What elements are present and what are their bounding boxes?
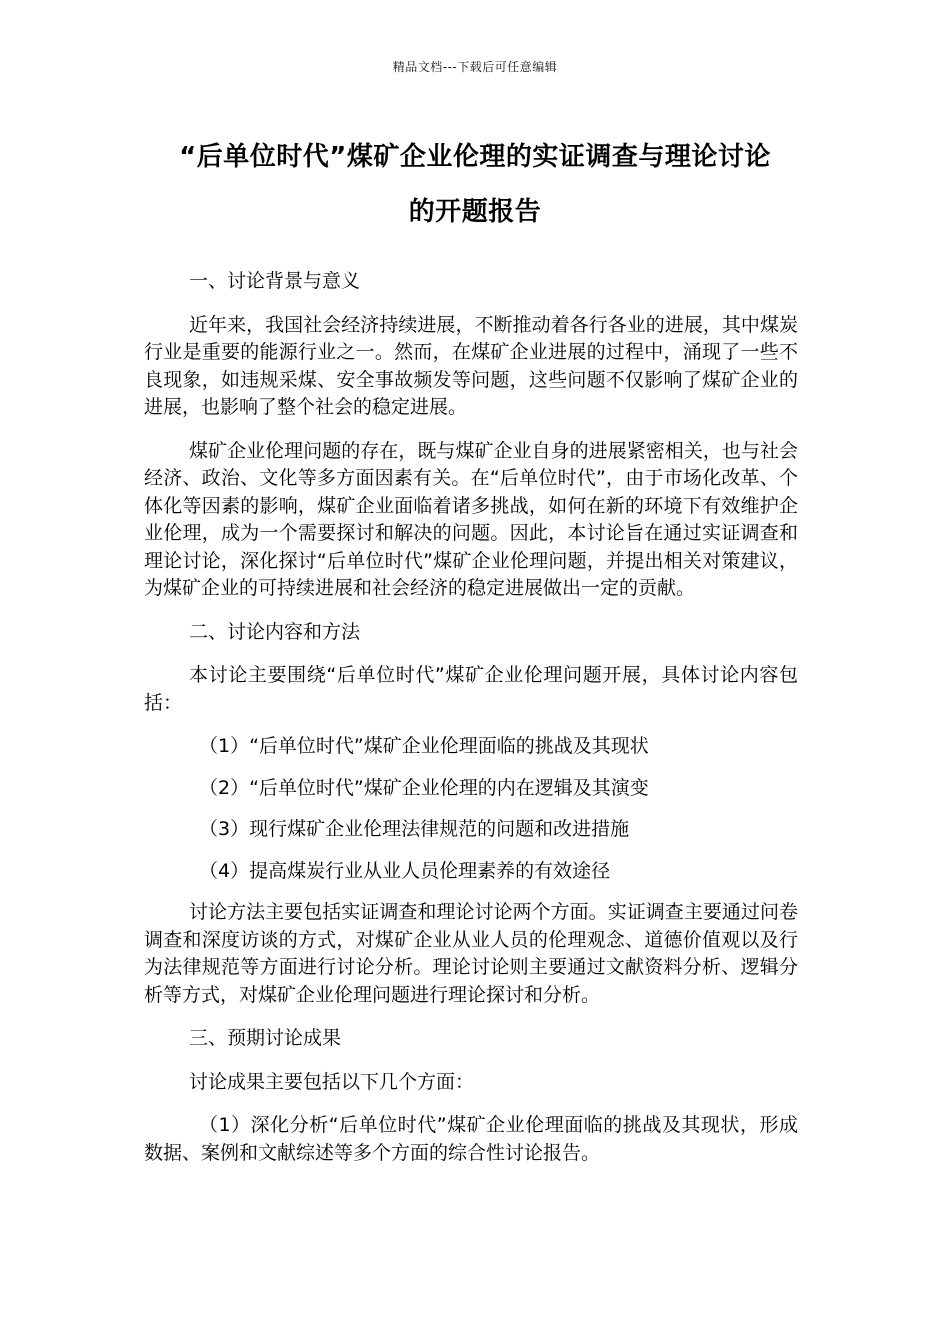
document-title-line2: 的开题报告 xyxy=(408,197,542,227)
paragraph: 本讨论主要围绕“后单位时代”煤矿企业伦理问题开展，具体讨论内容包括： xyxy=(144,664,798,714)
list-item: （1）深化分析“后单位时代”煤矿企业伦理面临的挑战及其现状，形成数据、案例和文献综述等多个方面的综合性讨论报告。 xyxy=(144,1114,798,1164)
paragraph: 讨论方法主要包括实证调查和理论讨论两个方面。实证调查主要通过问卷调查和深度访谈的方式，对煤矿企业从业人员的伦理观念、道德价值观以及行为法律规范等方面进行讨论分析。理论讨论则主要通过文献资料分析、逻辑分析等方式，对煤矿企业伦理问题进行理论探讨和分析。 xyxy=(144,901,798,1006)
section-heading-background: 一、讨论背景与意义 xyxy=(189,270,361,292)
page-header-note: 精品文档---下载后可任意编辑 xyxy=(392,60,558,74)
list-item: （1）“后单位时代”煤矿企业伦理面临的挑战及其现状 xyxy=(199,735,649,757)
paragraph: 讨论成果主要包括以下几个方面： xyxy=(189,1070,475,1093)
paragraph: 近年来，我国社会经济持续进展，不断推动着各行各业的进展，其中煤炭行业是重要的能源行业之一。然而，在煤矿企业进展的过程中，涌现了一些不良现象，如违规采煤、安全事故频发等问题，这些问题不仅影响了煤矿企业的进展，也影响了整个社会的稳定进展。 xyxy=(144,313,798,418)
document-title-line1: “后单位时代”煤矿企业伦理的实证调查与理论讨论 xyxy=(179,142,771,172)
list-item: （3）现行煤矿企业伦理法律规范的问题和改进措施 xyxy=(199,818,630,840)
section-heading-content-method: 二、讨论内容和方法 xyxy=(189,620,361,643)
document-body xyxy=(144,268,798,1183)
list-item: （4）提高煤炭行业从业人员伦理素养的有效途径 xyxy=(199,859,611,882)
paragraph: 煤矿企业伦理问题的存在，既与煤矿企业自身的进展紧密相关，也与社会经济、政治、文化等多方面因素有关。在“后单位时代”，由于市场化改革、个体化等因素的影响，煤矿企业面临着诸多挑战，如何在新的环境下有效维护企业伦理，成为一个需要探讨和解决的问题。因此，本讨论旨在通过实证调查和理论讨论，深化探讨“后单位时代”煤矿企业伦理问题，并提出相关对策建议，为煤矿企业的可持续进展和社会经济的稳定进展做出一定的贡献。 xyxy=(144,439,798,599)
list-item: （2）“后单位时代”煤矿企业伦理的内在逻辑及其演变 xyxy=(199,776,649,799)
section-heading-expected-results: 三、预期讨论成果 xyxy=(189,1027,342,1049)
